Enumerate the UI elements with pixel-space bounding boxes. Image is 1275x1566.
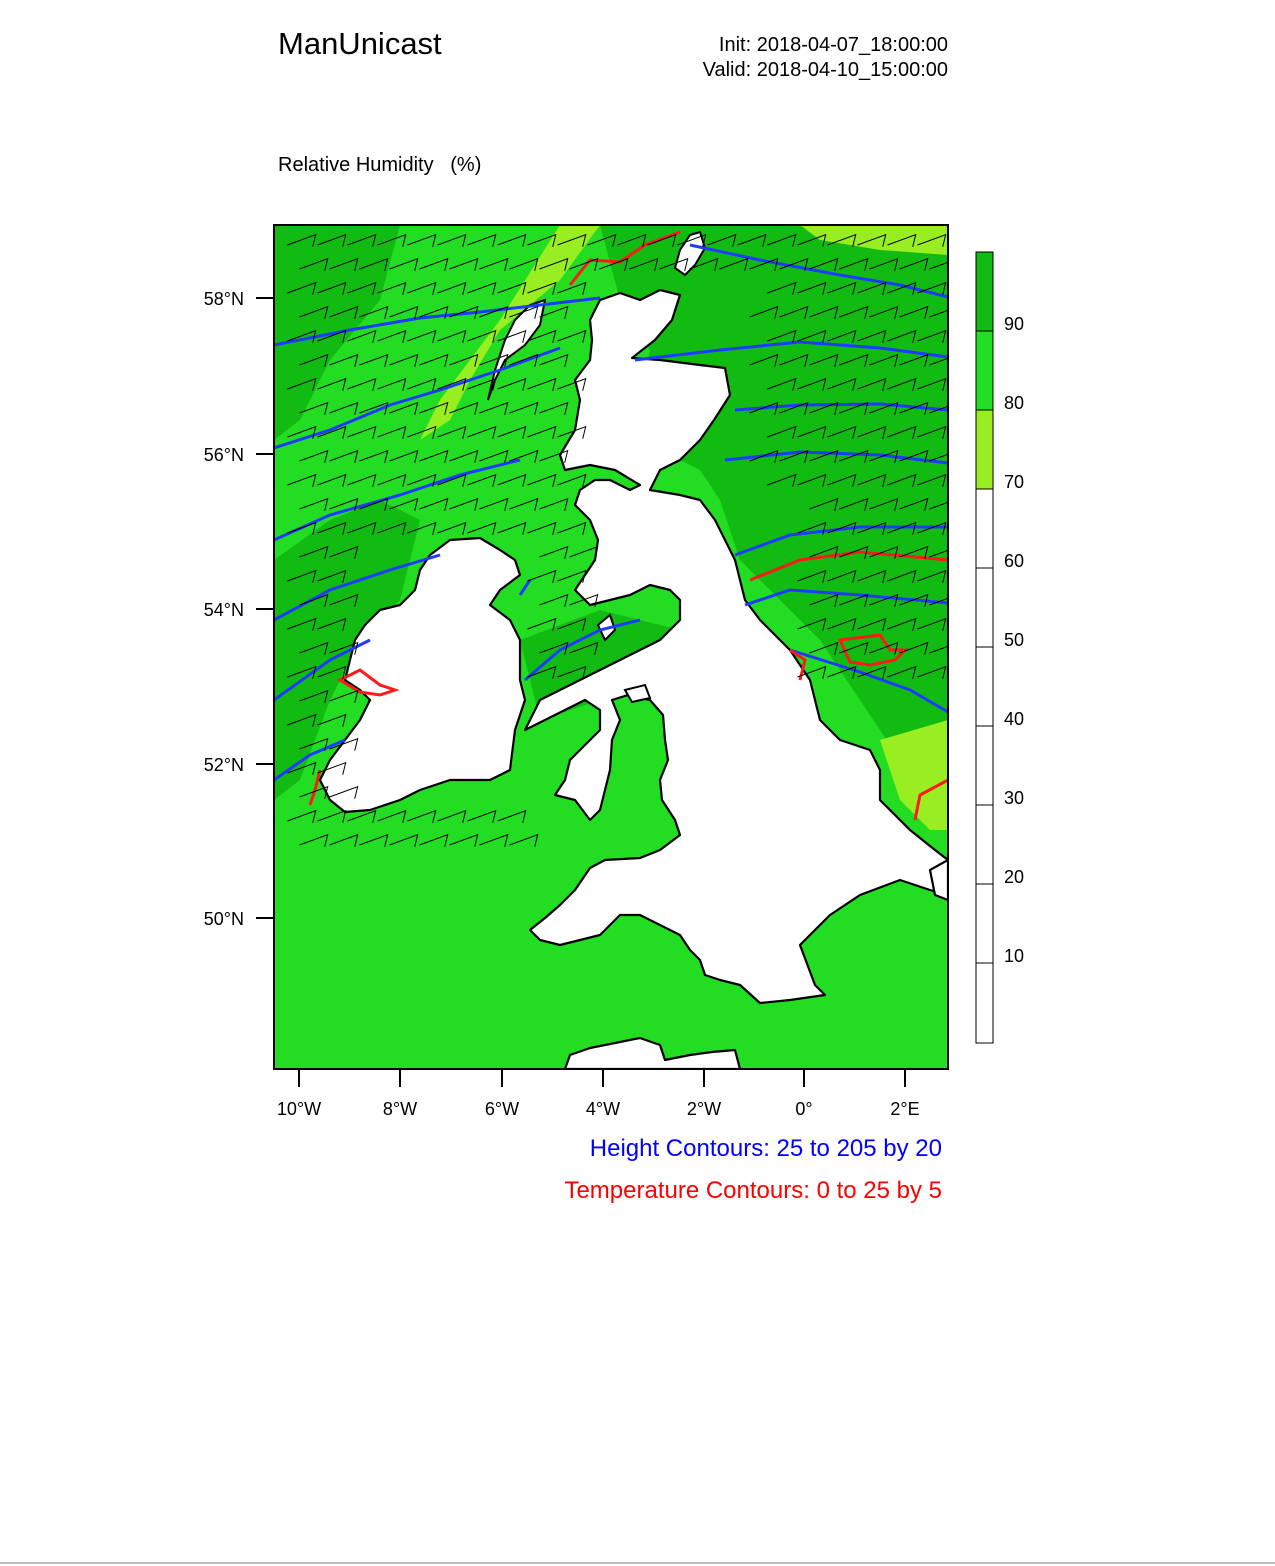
page-divider	[0, 1562, 1275, 1564]
colorbar-label: 40	[1004, 709, 1025, 729]
colorbar-box	[976, 805, 993, 884]
colorbar-box	[976, 410, 993, 489]
temperature-contour-legend: Temperature Contours: 0 to 25 by 5	[564, 1177, 942, 1204]
colorbar-label: 80	[1004, 393, 1025, 413]
colorbar-label: 90	[1004, 314, 1025, 334]
lat-label: 58°N	[203, 289, 244, 309]
colorbar-label: 70	[1004, 472, 1025, 492]
colorbar-box	[976, 489, 993, 568]
lon-label: 6°W	[484, 1099, 520, 1119]
colorbar-box	[976, 963, 993, 1043]
colorbar-box	[976, 647, 993, 726]
colorbar-box	[976, 726, 993, 805]
colorbar	[976, 252, 1024, 1043]
field-rh: Relative Humidity (%)	[278, 154, 482, 176]
valid-time: Valid: 2018-04-10_15:00:00	[702, 59, 948, 81]
colorbar-label: 30	[1004, 788, 1025, 808]
lon-label: 4°W	[585, 1099, 621, 1119]
lat-label: 54°N	[203, 600, 244, 620]
colorbar-label: 20	[1004, 867, 1025, 887]
colorbar-box	[976, 252, 993, 331]
colorbar-box	[976, 331, 993, 410]
chart-title: ManUnicast	[278, 26, 442, 61]
map-field	[274, 225, 958, 1069]
colorbar-label: 60	[1004, 551, 1025, 571]
lat-label: 56°N	[203, 445, 244, 465]
lon-label: 2°W	[686, 1099, 722, 1119]
lon-label: 8°W	[382, 1099, 418, 1119]
colorbar-box	[976, 568, 993, 647]
colorbar-box	[976, 884, 993, 963]
lat-label: 52°N	[203, 755, 244, 775]
lon-ticks	[299, 1069, 905, 1087]
lon-label: 2°E	[890, 1099, 920, 1119]
colorbar-label: 50	[1004, 630, 1025, 650]
init-time: Init: 2018-04-07_18:00:00	[718, 34, 948, 56]
lon-label: 10°W	[276, 1099, 322, 1119]
colorbar-label: 10	[1004, 946, 1025, 966]
lon-label: 0°	[795, 1099, 813, 1119]
lat-label: 50°N	[203, 909, 244, 929]
lat-ticks	[256, 298, 274, 918]
height-contour-legend: Height Contours: 25 to 205 by 20	[589, 1135, 942, 1162]
